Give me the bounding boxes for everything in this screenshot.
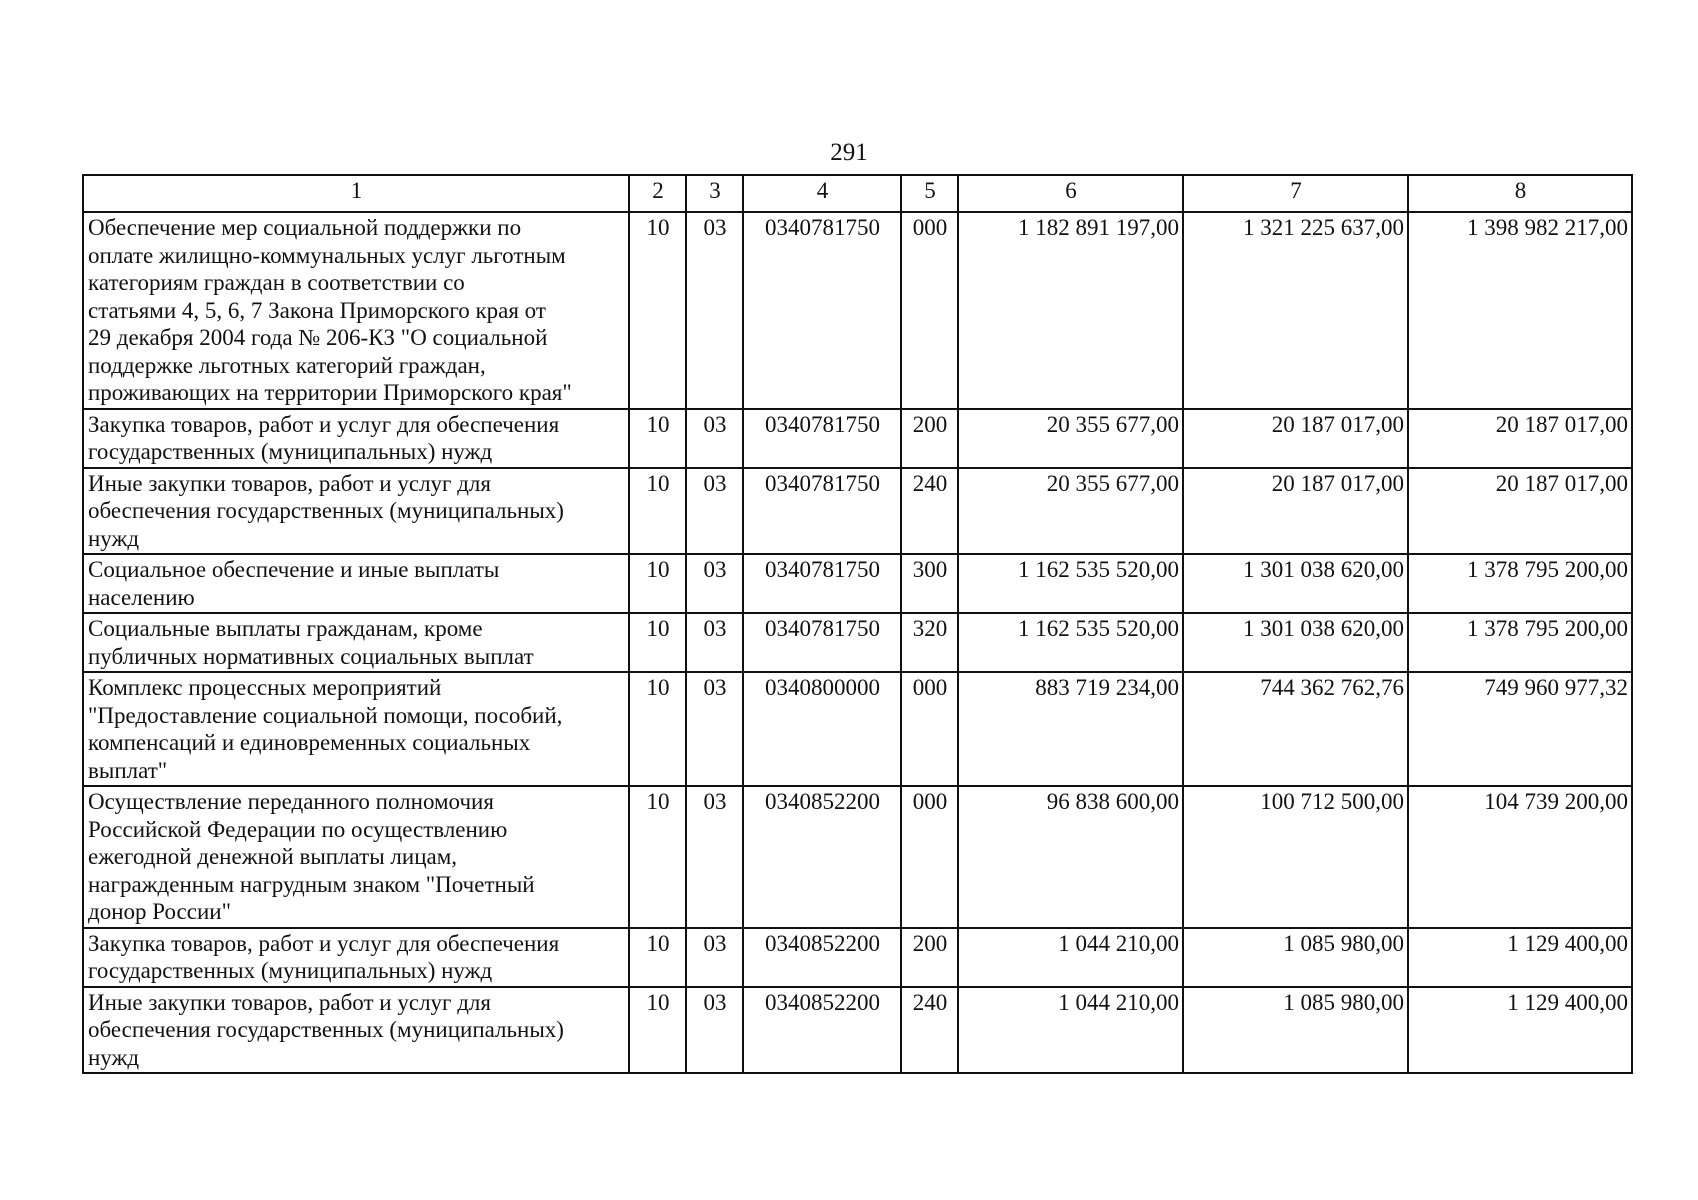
row-name-cell — [83, 928, 629, 987]
row-name-line: компенсаций и единовременных социальных — [88, 730, 531, 755]
row-name-line: государственных (муниципальных) нужд — [88, 958, 493, 983]
expense-type-cell: 300 — [901, 554, 958, 613]
table-row — [83, 613, 1632, 672]
amount-col6-cell: 1 044 210,00 — [958, 987, 1183, 1074]
row-name-line: статьями 4, 5, 6, 7 Закона Приморского края от — [88, 297, 546, 323]
section-cell: 10 — [629, 554, 686, 613]
row-name-line: Осуществление переданного полномочия — [88, 789, 494, 814]
target-article-cell: 0340852200 — [743, 987, 901, 1074]
table-row — [83, 468, 1632, 555]
row-name-line: Российской Федерации по осуществлению — [88, 816, 508, 842]
row-name-line: Социальные выплаты гражданам, кроме — [88, 616, 483, 641]
amount-col6-cell: 1 162 535 520,00 — [958, 554, 1183, 613]
row-name-line: награжденным нагрудным знаком "Почетный — [88, 871, 535, 897]
subsection-cell: 03 — [686, 928, 743, 987]
row-name-line: обеспечения государственных (муниципальных) — [88, 498, 564, 523]
row-name-line: 29 декабря 2004 года № 206-КЗ "О социальной — [88, 325, 548, 350]
row-name-line: публичных нормативных социальных выплат — [88, 643, 534, 669]
header-cell-4: 4 — [743, 175, 901, 212]
row-name-cell — [83, 672, 629, 786]
row-name-line: Иные закупки товаров, работ и услуг для — [88, 470, 491, 496]
header-cell-7: 7 — [1183, 175, 1408, 212]
row-name-line: проживающих на территории Приморского края" — [88, 380, 572, 405]
subsection-cell: 03 — [686, 987, 743, 1074]
row-name-line: поддержке льготных категорий граждан, — [88, 352, 486, 378]
target-article-cell: 0340781750 — [743, 554, 901, 613]
row-name-line: "Предоставление социальной помощи, пособий, — [88, 702, 563, 728]
expense-type-cell: 200 — [901, 928, 958, 987]
section-cell: 10 — [629, 672, 686, 786]
amount-col7-cell: 1 321 225 637,00 — [1183, 212, 1408, 409]
target-article-cell: 0340781750 — [743, 212, 901, 409]
expense-type-cell: 000 — [901, 786, 958, 928]
row-name-line: Социальное обеспечение и иные выплаты — [88, 557, 500, 582]
table-row — [83, 786, 1632, 928]
budget-table — [82, 174, 1633, 1074]
row-name-line: Иные закупки товаров, работ и услуг для — [88, 989, 491, 1015]
row-name-line: обеспечения государственных (муниципальных) — [88, 1017, 564, 1042]
amount-col7-cell: 1 301 038 620,00 — [1183, 554, 1408, 613]
amount-col8-cell: 20 187 017,00 — [1408, 409, 1632, 468]
header-cell-3: 3 — [686, 175, 743, 212]
row-name-line: категориям граждан в соответствии со — [88, 270, 465, 295]
table-row — [83, 409, 1632, 468]
table-row — [83, 987, 1632, 1074]
amount-col6-cell: 20 355 677,00 — [958, 468, 1183, 555]
row-name-line: Комплекс процессных мероприятий — [88, 675, 442, 700]
table-row — [83, 554, 1632, 613]
target-article-cell: 0340852200 — [743, 928, 901, 987]
section-cell: 10 — [629, 987, 686, 1074]
amount-col6-cell: 1 182 891 197,00 — [958, 212, 1183, 409]
row-name-cell — [83, 554, 629, 613]
target-article-cell: 0340852200 — [743, 786, 901, 928]
header-cell-6: 6 — [958, 175, 1183, 212]
row-name-cell — [83, 409, 629, 468]
header-row — [83, 175, 1632, 212]
header-cell-2: 2 — [629, 175, 686, 212]
page-number: 291 — [830, 139, 868, 166]
amount-col7-cell: 20 187 017,00 — [1183, 468, 1408, 555]
subsection-cell: 03 — [686, 613, 743, 672]
target-article-cell: 0340781750 — [743, 468, 901, 555]
expense-type-cell: 240 — [901, 468, 958, 555]
target-article-cell: 0340781750 — [743, 613, 901, 672]
section-cell: 10 — [629, 928, 686, 987]
row-name-cell — [83, 987, 629, 1074]
table-row — [83, 212, 1632, 409]
amount-col7-cell: 744 362 762,76 — [1183, 672, 1408, 786]
row-name-cell — [83, 212, 629, 409]
expense-type-cell: 000 — [901, 212, 958, 409]
amount-col8-cell: 104 739 200,00 — [1408, 786, 1632, 928]
amount-col7-cell: 20 187 017,00 — [1183, 409, 1408, 468]
amount-col6-cell: 96 838 600,00 — [958, 786, 1183, 928]
expense-type-cell: 320 — [901, 613, 958, 672]
subsection-cell: 03 — [686, 212, 743, 409]
section-cell: 10 — [629, 613, 686, 672]
row-name-line: населению — [88, 584, 195, 610]
row-name-cell — [83, 786, 629, 928]
row-name-line: донор России" — [88, 899, 231, 924]
row-name-line: ежегодной денежной выплаты лицам, — [88, 844, 458, 869]
row-name-line: выплат" — [88, 757, 168, 783]
section-cell: 10 — [629, 468, 686, 555]
subsection-cell: 03 — [686, 554, 743, 613]
amount-col7-cell: 1 301 038 620,00 — [1183, 613, 1408, 672]
expense-type-cell: 200 — [901, 409, 958, 468]
amount-col7-cell: 1 085 980,00 — [1183, 928, 1408, 987]
amount-col6-cell: 1 162 535 520,00 — [958, 613, 1183, 672]
amount-col7-cell: 100 712 500,00 — [1183, 786, 1408, 928]
header-cell-5: 5 — [901, 175, 958, 212]
amount-col8-cell: 1 378 795 200,00 — [1408, 613, 1632, 672]
section-cell: 10 — [629, 212, 686, 409]
row-name-line: Закупка товаров, работ и услуг для обеспечения — [88, 411, 560, 437]
row-name-line: Закупка товаров, работ и услуг для обеспечения — [88, 930, 560, 956]
row-name-line: государственных (муниципальных) нужд — [88, 439, 493, 464]
amount-col6-cell: 20 355 677,00 — [958, 409, 1183, 468]
amount-col8-cell: 20 187 017,00 — [1408, 468, 1632, 555]
row-name-cell — [83, 468, 629, 555]
amount-col8-cell: 749 960 977,32 — [1408, 672, 1632, 786]
header-cell-8: 8 — [1408, 175, 1632, 212]
expense-type-cell: 240 — [901, 987, 958, 1074]
target-article-cell: 0340781750 — [743, 409, 901, 468]
row-name-line: оплате жилищно-коммунальных услуг льготным — [88, 242, 566, 268]
row-name-line: Обеспечение мер социальной поддержки по — [88, 215, 522, 240]
amount-col7-cell: 1 085 980,00 — [1183, 987, 1408, 1074]
target-article-cell: 0340800000 — [743, 672, 901, 786]
amount-col8-cell: 1 398 982 217,00 — [1408, 212, 1632, 409]
table-body — [83, 175, 1632, 1073]
amount-col6-cell: 1 044 210,00 — [958, 928, 1183, 987]
header-cell-1: 1 — [83, 175, 629, 212]
row-name-cell — [83, 613, 629, 672]
table-row — [83, 672, 1632, 786]
expense-type-cell: 000 — [901, 672, 958, 786]
subsection-cell: 03 — [686, 786, 743, 928]
amount-col8-cell: 1 378 795 200,00 — [1408, 554, 1632, 613]
row-name-line: нужд — [88, 525, 140, 551]
amount-col8-cell: 1 129 400,00 — [1408, 987, 1632, 1074]
row-name-line: нужд — [88, 1044, 140, 1070]
amount-col8-cell: 1 129 400,00 — [1408, 928, 1632, 987]
subsection-cell: 03 — [686, 672, 743, 786]
subsection-cell: 03 — [686, 468, 743, 555]
section-cell: 10 — [629, 409, 686, 468]
subsection-cell: 03 — [686, 409, 743, 468]
table-row — [83, 928, 1632, 987]
section-cell: 10 — [629, 786, 686, 928]
amount-col6-cell: 883 719 234,00 — [958, 672, 1183, 786]
